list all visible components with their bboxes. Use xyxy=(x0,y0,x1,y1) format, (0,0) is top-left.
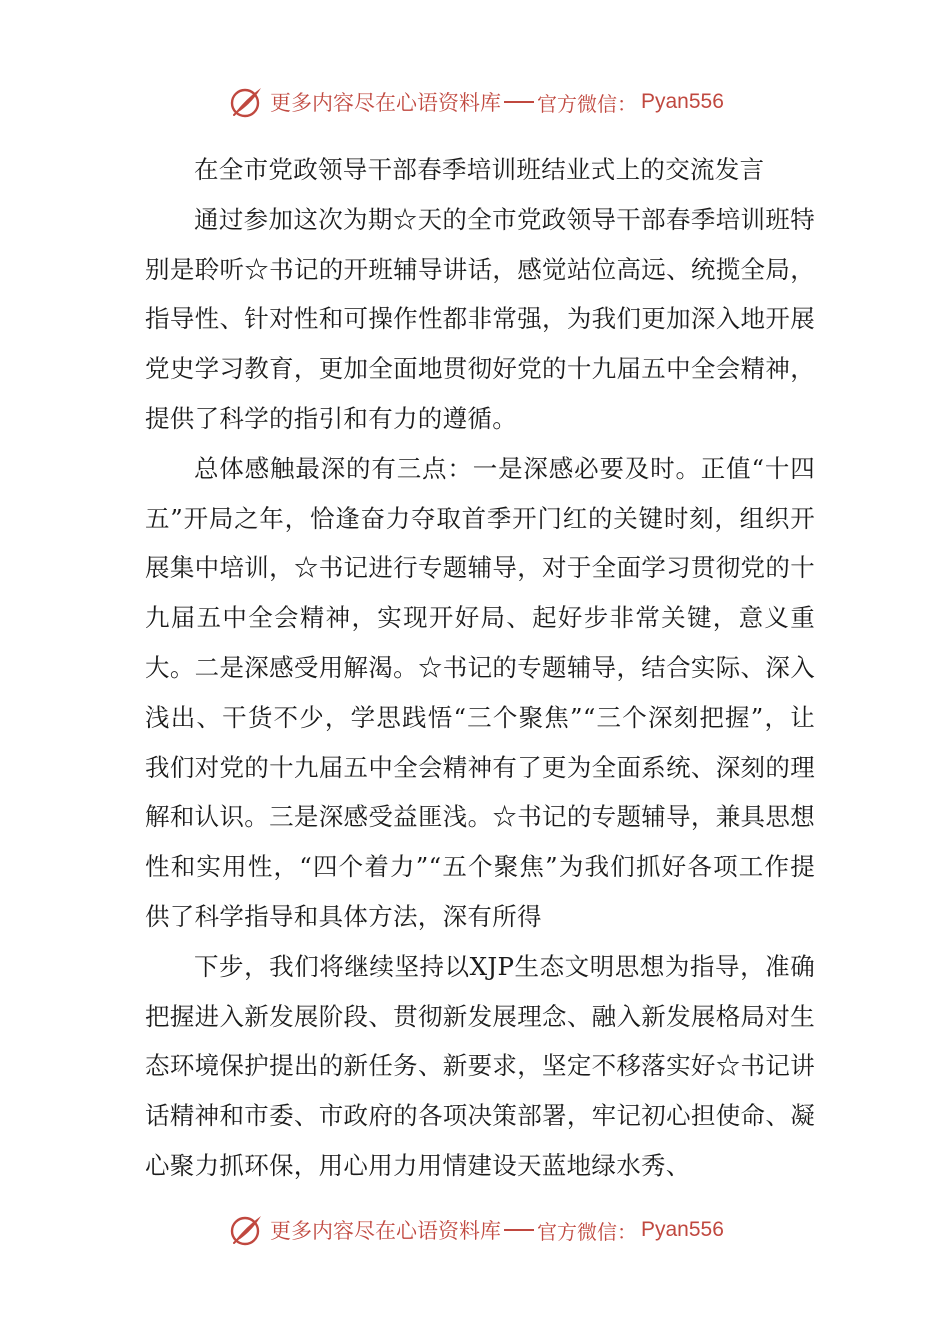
wechat-label: 官方微信： xyxy=(537,91,637,116)
document-body xyxy=(145,145,815,1191)
wechat-id: Pyan556 xyxy=(641,90,724,113)
document-title: 在全市党政领导干部春季培训班结业式上的交流发言 xyxy=(194,155,765,184)
site-name: 更多内容尽在心语资料库 xyxy=(270,91,501,115)
banner-dash xyxy=(504,1229,534,1231)
site-name: 更多内容尽在心语资料库 xyxy=(270,1219,501,1243)
footer-banner xyxy=(228,1212,724,1248)
quill-logo-icon xyxy=(228,84,264,120)
paragraph-1: 通过参加这次为期☆天的全市党政领导干部春季培训班特别是聆听☆书记的开班辅导讲话，感觉站位高远、统揽全局，指导性、针对性和可操作性都非常强，为我们更加深入地开展党史学习教育，更加全面地贯彻好党的十九届五中全会精神，提供了科学的指引和有力的遵循。 xyxy=(145,204,815,433)
header-banner xyxy=(228,84,724,120)
paragraph-2: 总体感触最深的有三点：一是深感必要及时。正值“十四五”开局之年，恰逢奋力夺取首季开门红的关键时刻，组织开展集中培训，☆书记进行专题辅导，对于全面学习贯彻党的十九届五中全会精神，实现开好局、起好步非常关键，意义重大。二是深感受用解渴。☆书记的专题辅导，结合实际、深入浅出、干货不少，学思践悟“三个聚焦”“三个深刻把握”，让我们对党的十九届五中全会精神有了更为全面系统、深刻的理解和认识。三是深感受益匪浅。☆书记的专题辅导，兼具思想性和实用性，“四个着力”“五个聚焦”为我们抓好各项工作提供了科学指导和具体方法，深有所得 xyxy=(145,453,815,931)
paragraph-3: 下步，我们将继续坚持以XJP生态文明思想为指导，准确把握进入新发展阶段、贯彻新发展理念、融入新发展格局对生态环境保护提出的新任务、新要求，坚定不移落实好☆书记讲话精神和市委、市政府的各项决策部署，牢记初心担使命、凝心聚力抓环保，用心用力用情建设天蓝地绿水秀、 xyxy=(145,951,815,1180)
wechat-label: 官方微信： xyxy=(537,1219,637,1244)
quill-logo-icon xyxy=(228,1212,264,1248)
wechat-id: Pyan556 xyxy=(641,1218,724,1241)
banner-dash xyxy=(504,101,534,103)
